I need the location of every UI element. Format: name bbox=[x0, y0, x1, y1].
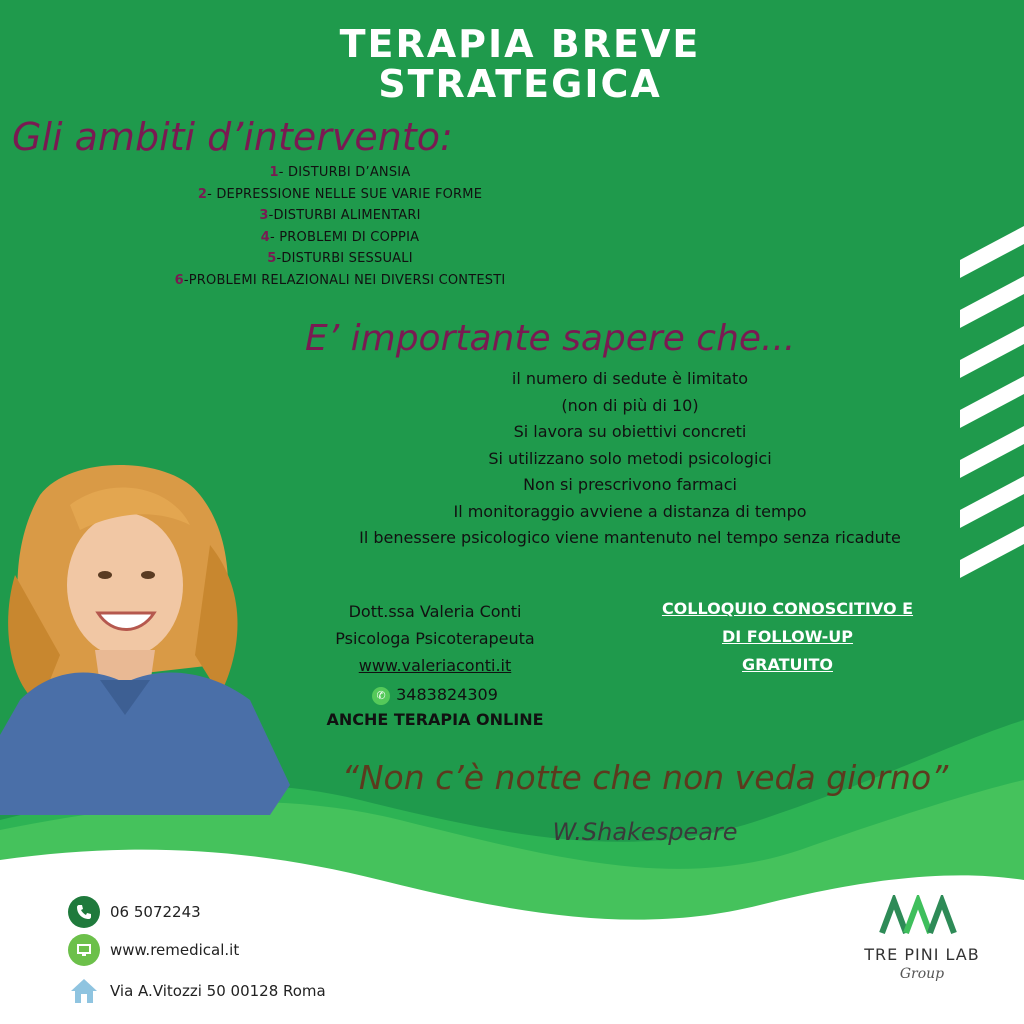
colloquio-line-3: GRATUITO bbox=[742, 655, 833, 674]
list-item: 1- DISTURBI D’ANSIA bbox=[269, 165, 411, 180]
footer-address bbox=[68, 975, 326, 1007]
list-item: 4- PROBLEMI DI COPPIA bbox=[260, 229, 420, 245]
list-item: Non si prescrivono farmaci bbox=[523, 475, 737, 494]
list-item: Si lavora su obiettivi concreti bbox=[513, 422, 747, 441]
ambiti-list bbox=[80, 162, 600, 291]
title-line-1: TERAPIA BREVE bbox=[339, 22, 701, 66]
logo-mark-icon bbox=[872, 895, 972, 937]
doctor-name: Dott.ssa Valeria Conti bbox=[348, 602, 522, 621]
doctor-phone-number: 3483824309 bbox=[396, 685, 498, 704]
quote-author: W.Shakespeare bbox=[552, 818, 738, 846]
footer-phone[interactable] bbox=[68, 896, 201, 928]
monitor-icon bbox=[68, 934, 100, 966]
list-item: 3-DISTURBI ALIMENTARI bbox=[259, 208, 421, 223]
home-icon bbox=[68, 975, 100, 1007]
logo-name: TRE PINI LAB bbox=[864, 945, 980, 964]
online-therapy-note: ANCHE TERAPIA ONLINE bbox=[326, 710, 544, 729]
footer-address-text: Via A.Vitozzi 50 00128 Roma bbox=[110, 982, 326, 1000]
contact-block bbox=[300, 598, 570, 733]
doctor-role: Psicologa Psicoterapeuta bbox=[335, 629, 535, 648]
list-item: Il benessere psicologico viene mantenuto nel tempo senza ricadute bbox=[359, 528, 901, 547]
footer-website[interactable] bbox=[68, 934, 239, 966]
list-item: Si utilizzano solo metodi psicologici bbox=[488, 448, 772, 468]
footer-website-url: www.remedical.it bbox=[110, 941, 240, 959]
colloquio-line-2: DI FOLLOW-UP bbox=[721, 627, 854, 646]
doctor-website-link[interactable]: www.valeriaconti.it bbox=[358, 656, 512, 675]
list-item: Il monitoraggio avviene a distanza di tempo bbox=[453, 501, 807, 521]
quote-text: “Non c’è notte che non veda giorno” bbox=[341, 758, 949, 797]
ambiti-heading: Gli ambiti d’intervento: bbox=[12, 115, 453, 159]
colloquio-line-1: COLLOQUIO CONOSCITIVO E bbox=[661, 599, 914, 618]
list-item: (non di più di 10) bbox=[561, 395, 699, 415]
list-item: il numero di sedute è limitato bbox=[511, 369, 749, 388]
list-item: 2- DEPRESSIONE NELLE SUE VARIE FORME bbox=[197, 186, 483, 202]
whatsapp-icon: ✆ bbox=[372, 687, 390, 705]
list-item: 5-DISTURBI SESSUALI bbox=[267, 251, 413, 266]
list-item: 6-PROBLEMI RELAZIONALI NEI DIVERSI CONTESTI bbox=[174, 272, 506, 288]
tre-pini-lab-logo bbox=[852, 895, 992, 982]
free-consultation-note bbox=[620, 595, 955, 679]
sapere-heading: E’ importante sapere che... bbox=[305, 318, 796, 359]
title-line-2: STRATEGICA bbox=[378, 62, 662, 106]
phone-icon bbox=[68, 896, 100, 928]
sapere-list bbox=[295, 366, 965, 552]
logo-subtitle: Group bbox=[899, 966, 945, 982]
footer-phone-number: 06 5072243 bbox=[110, 903, 201, 921]
doctor-phone[interactable] bbox=[300, 681, 570, 708]
